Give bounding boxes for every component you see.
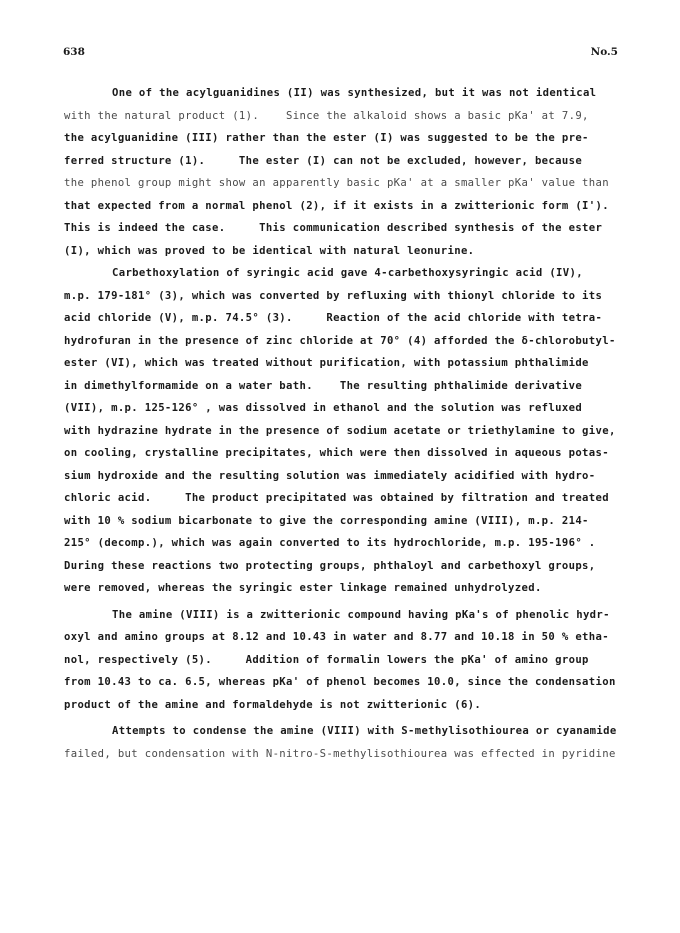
text-line: m.p. 179-181° (3), which was converted by refluxing with thionyl chloride to its [64,289,603,302]
text-line: The amine (VIII) is a zwitterionic compound having pKa's of phenolic hydr- [112,608,610,621]
text-line: (I), which was proved to be identical with natural leonurine. [64,244,475,257]
text-line: One of the acylguanidines (II) was synthesized, but it was not identical [112,87,597,99]
text-line: 215° (decomp.), which was again converted to its hydrochloride, m.p. 195-196° . [64,537,596,549]
text-line: acid chloride (V), m.p. 74.5° (3). Reaction of the acid chloride with tetra- [64,312,603,324]
text-line: ferred structure (1). The ester (I) can not be excluded, however, because [64,154,583,167]
text-line: in dimethylformamide on a water bath. The resulting phthalimide derivative [64,379,583,392]
text-line: failed, but condensation with N-nitro-S-methylisothiourea was effected in pyridine [64,747,616,760]
text-line: with hydrazine hydrate in the presence of sodium acetate or triethylamine to give, [64,424,616,437]
text-line: Attempts to condense the amine (VIII) with S-methylisothiourea or cyanamide [112,725,617,737]
text-line: the phenol group might show an apparently basic pKa' at a smaller pKa' value than [64,177,609,189]
text-line: chloric acid. The product precipitated was obtained by filtration and treated [64,492,609,504]
text-line: sium hydroxide and the resulting solution was immediately acidified with hydro- [64,469,596,482]
page-number: 638 [63,46,85,58]
text-line: Carbethoxylation of syringic acid gave 4-carbethoxysyringic acid (IV), [112,267,583,279]
text-line: oxyl and amino groups at 8.12 and 10.43 in water and 8.77 and 10.18 in 50 % etha- [64,631,609,643]
issue-number: No.5 [590,46,618,58]
text-line: product of the amine and formaldehyde is not zwitterionic (6). [64,698,482,711]
text-line: (VII), m.p. 125-126° , was dissolved in ethanol and the solution was refluxed [64,402,583,414]
text-line: from 10.43 to ca. 6.5, whereas pKa' of phenol becomes 10.0, since the condensation [64,676,616,688]
text-line: with 10 % sodium bicarbonate to give the corresponding amine (VIII), m.p. 214- [64,514,589,527]
body-text [64,82,624,765]
text-line: on cooling, crystalline precipitates, which were then dissolved in aqueous potas- [64,447,609,459]
text-line: nol, respectively (5). Addition of formalin lowers the pKa' of amino group [64,653,589,666]
text-line: hydrofuran in the presence of zinc chloride at 70° (4) afforded the δ-chlorobutyl- [64,334,616,347]
text-line: the acylguanidine (III) rather than the ester (I) was suggested to be the pre- [64,132,589,144]
text-line: were removed, whereas the syringic ester linkage remained unhydrolyzed. [64,582,542,594]
text-line: that expected from a normal phenol (2), if it exists in a zwitterionic form (I'). [64,199,609,212]
text-line: ester (VI), which was treated without purification, with potassium phthalimide [64,357,589,369]
text-line: with the natural product (1). Since the alkaloid shows a basic pKa' at 7.9, [64,109,589,122]
text-line: This is indeed the case. This communication described synthesis of the ester [64,222,603,234]
text-line: During these reactions two protecting groups, phthaloyl and carbethoxyl groups, [64,559,596,572]
